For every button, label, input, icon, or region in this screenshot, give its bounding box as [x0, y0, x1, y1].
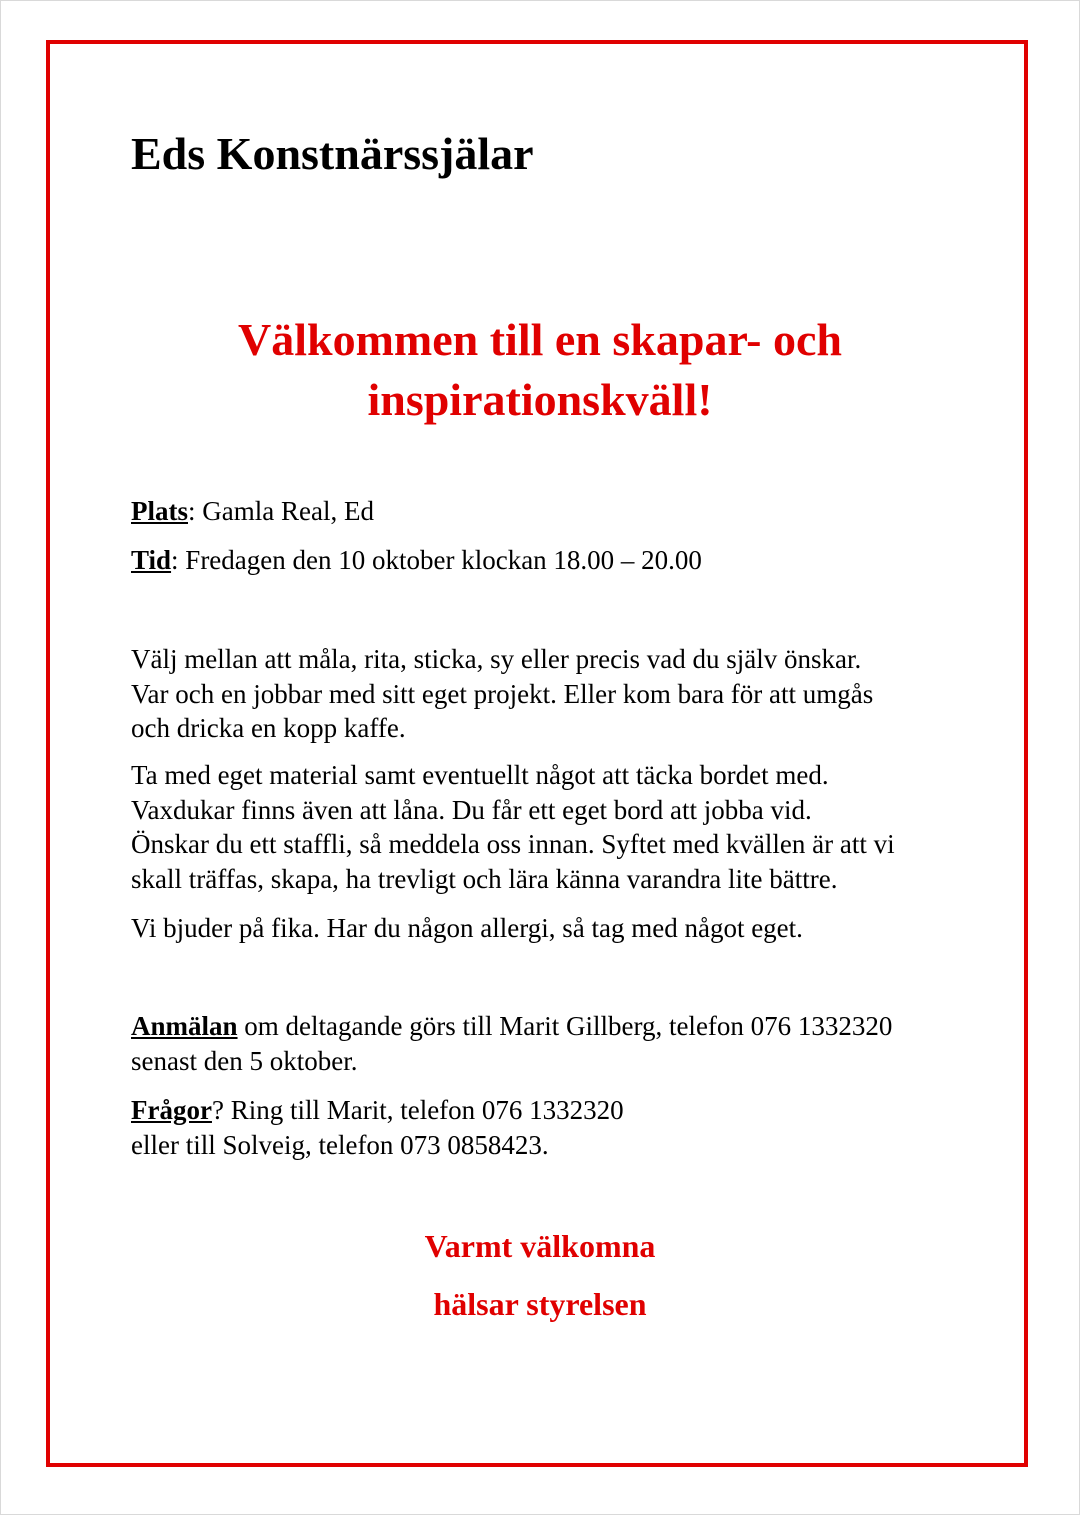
- questions-text: ? Ring till Marit, telefon 076 1332320: [211, 1095, 624, 1125]
- paragraph-line: Önskar du ett staffli, så meddela oss innan. Syftet med kvällen är att vi: [131, 829, 895, 859]
- paragraph-line: Vi bjuder på fika. Har du någon allergi, så tag med något eget.: [131, 913, 803, 943]
- questions-line-1: [131, 1093, 624, 1128]
- time-label: Tid: [131, 545, 172, 575]
- registration-label: Anmälan: [131, 1011, 238, 1041]
- paragraph-line: skall träffas, skapa, ha trevligt och lära känna varandra lite bättre.: [131, 863, 838, 894]
- questions-label: Frågor: [131, 1095, 212, 1125]
- registration-text: om deltagande görs till Marit Gillberg, telefon 076 1332320: [237, 1011, 893, 1041]
- place-value: : Gamla Real, Ed: [188, 496, 374, 526]
- paragraph-line: Vaxdukar finns även att låna. Du får ett eget bord att jobba vid.: [131, 794, 812, 825]
- questions-paragraph: [131, 1093, 624, 1162]
- place-label: Plats: [131, 496, 188, 526]
- questions-line-2: eller till Solveig, telefon 073 0858423.: [131, 1129, 549, 1160]
- paragraph-line: Ta med eget material samt eventuellt något att täcka bordet med.: [131, 760, 829, 790]
- registration-line-1: [131, 1009, 892, 1044]
- closing-line-1: Varmt välkomna: [424, 1228, 656, 1264]
- registration-paragraph: [131, 1009, 892, 1078]
- closing-line-2: hälsar styrelsen: [433, 1286, 647, 1322]
- paragraph-line: Var och en jobbar med sitt eget projekt. Eller kom bara för att umgås: [131, 678, 874, 709]
- time-line: [131, 543, 702, 577]
- headline-line-1: Välkommen till en skapar- och: [238, 314, 842, 365]
- place-line: [131, 494, 374, 528]
- registration-line-2: senast den 5 oktober.: [131, 1045, 358, 1076]
- headline: [131, 310, 949, 430]
- paragraph-line: och dricka en kopp kaffe.: [131, 713, 406, 743]
- paragraph-material: [131, 758, 895, 896]
- paragraph-activities: [131, 642, 873, 746]
- organization-name: Eds Konstnärssjälar: [131, 128, 534, 179]
- paragraph-line: Välj mellan att måla, rita, sticka, sy eller precis vad du själv önskar.: [131, 644, 862, 674]
- time-value: : Fredagen den 10 oktober klockan 18.00 – 20.00: [171, 545, 702, 575]
- paragraph-fika: [131, 911, 803, 946]
- headline-line-2: inspirationskväll!: [367, 374, 713, 425]
